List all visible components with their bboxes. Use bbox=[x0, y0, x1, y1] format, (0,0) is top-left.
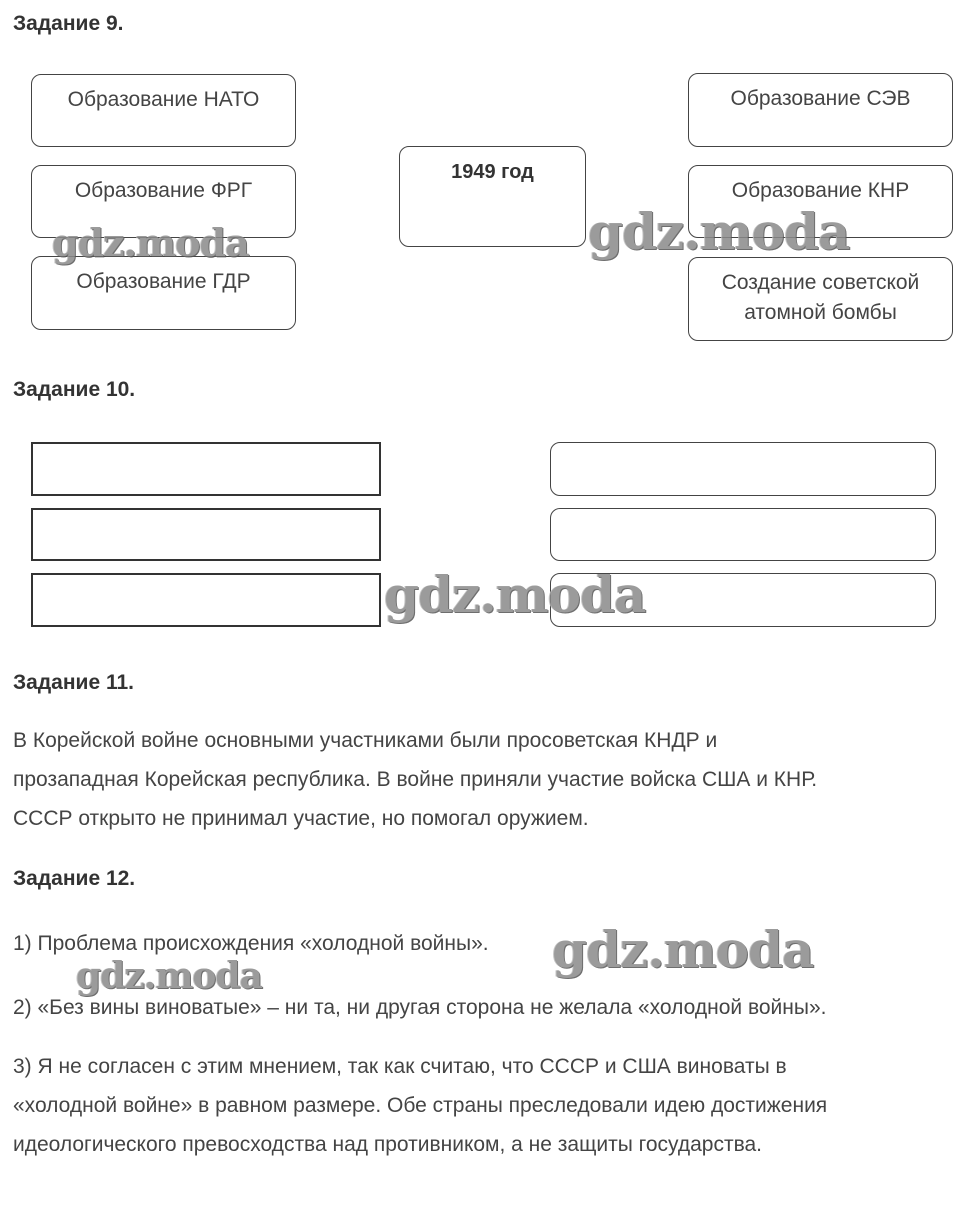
empty-box-right-2 bbox=[550, 508, 936, 561]
task12-item-3 bbox=[13, 1047, 943, 1164]
task11-line-2: прозападная Корейская республика. В войне приняли участие войска США и КНР. bbox=[13, 768, 818, 791]
box-knr: Образование КНР bbox=[688, 165, 953, 238]
watermark-4: gdz.moda bbox=[552, 920, 814, 979]
box-frg: Образование ФРГ bbox=[31, 165, 296, 238]
task12-item-2: 2) «Без вины виноватые» – ни та, ни другая сторона не желала «холодной войны». bbox=[13, 996, 827, 1019]
task12-item-3-line-1: 3) Я не согласен с этим мнением, так как считаю, что СССР и США виноваты в bbox=[13, 1055, 787, 1078]
empty-box-right-3 bbox=[550, 573, 936, 627]
task11-heading: Задание 11. bbox=[13, 671, 134, 694]
watermark-1: gdz.moda bbox=[52, 220, 249, 265]
task11-answer bbox=[13, 721, 943, 838]
watermark-5: gdz.moda bbox=[76, 955, 262, 997]
task12-heading: Задание 12. bbox=[13, 867, 136, 890]
box-sev: Образование СЭВ bbox=[688, 73, 953, 147]
watermark-3: gdz.moda bbox=[384, 565, 646, 624]
box-nato: Образование НАТО bbox=[31, 74, 296, 147]
box-gdr: Образование ГДР bbox=[31, 256, 296, 330]
empty-rect-left-3 bbox=[31, 573, 381, 627]
empty-box-right-1 bbox=[550, 442, 936, 496]
task12-item-3-line-2: «холодной войне» в равном размере. Обе страны преследовали идею достижения bbox=[13, 1094, 828, 1117]
box-soviet-atomic-bomb: Создание советской атомной бомбы bbox=[688, 257, 953, 341]
task9-heading: Задание 9. bbox=[13, 12, 124, 35]
box-year-1949: 1949 год bbox=[399, 146, 586, 247]
task11-line-3: СССР открыто не принимал участие, но помогал оружием. bbox=[13, 807, 589, 830]
task12-item-1: 1) Проблема происхождения «холодной войны». bbox=[13, 932, 489, 955]
task11-line-1: В Корейской войне основными участниками были просоветская КНДР и bbox=[13, 729, 718, 752]
task10-heading: Задание 10. bbox=[13, 378, 136, 401]
task12-item-3-line-3: идеологического превосходства над противником, а не защиты государства. bbox=[13, 1133, 762, 1156]
watermark-2: gdz.moda bbox=[588, 202, 850, 261]
empty-rect-left-1 bbox=[31, 442, 381, 496]
empty-rect-left-2 bbox=[31, 508, 381, 561]
